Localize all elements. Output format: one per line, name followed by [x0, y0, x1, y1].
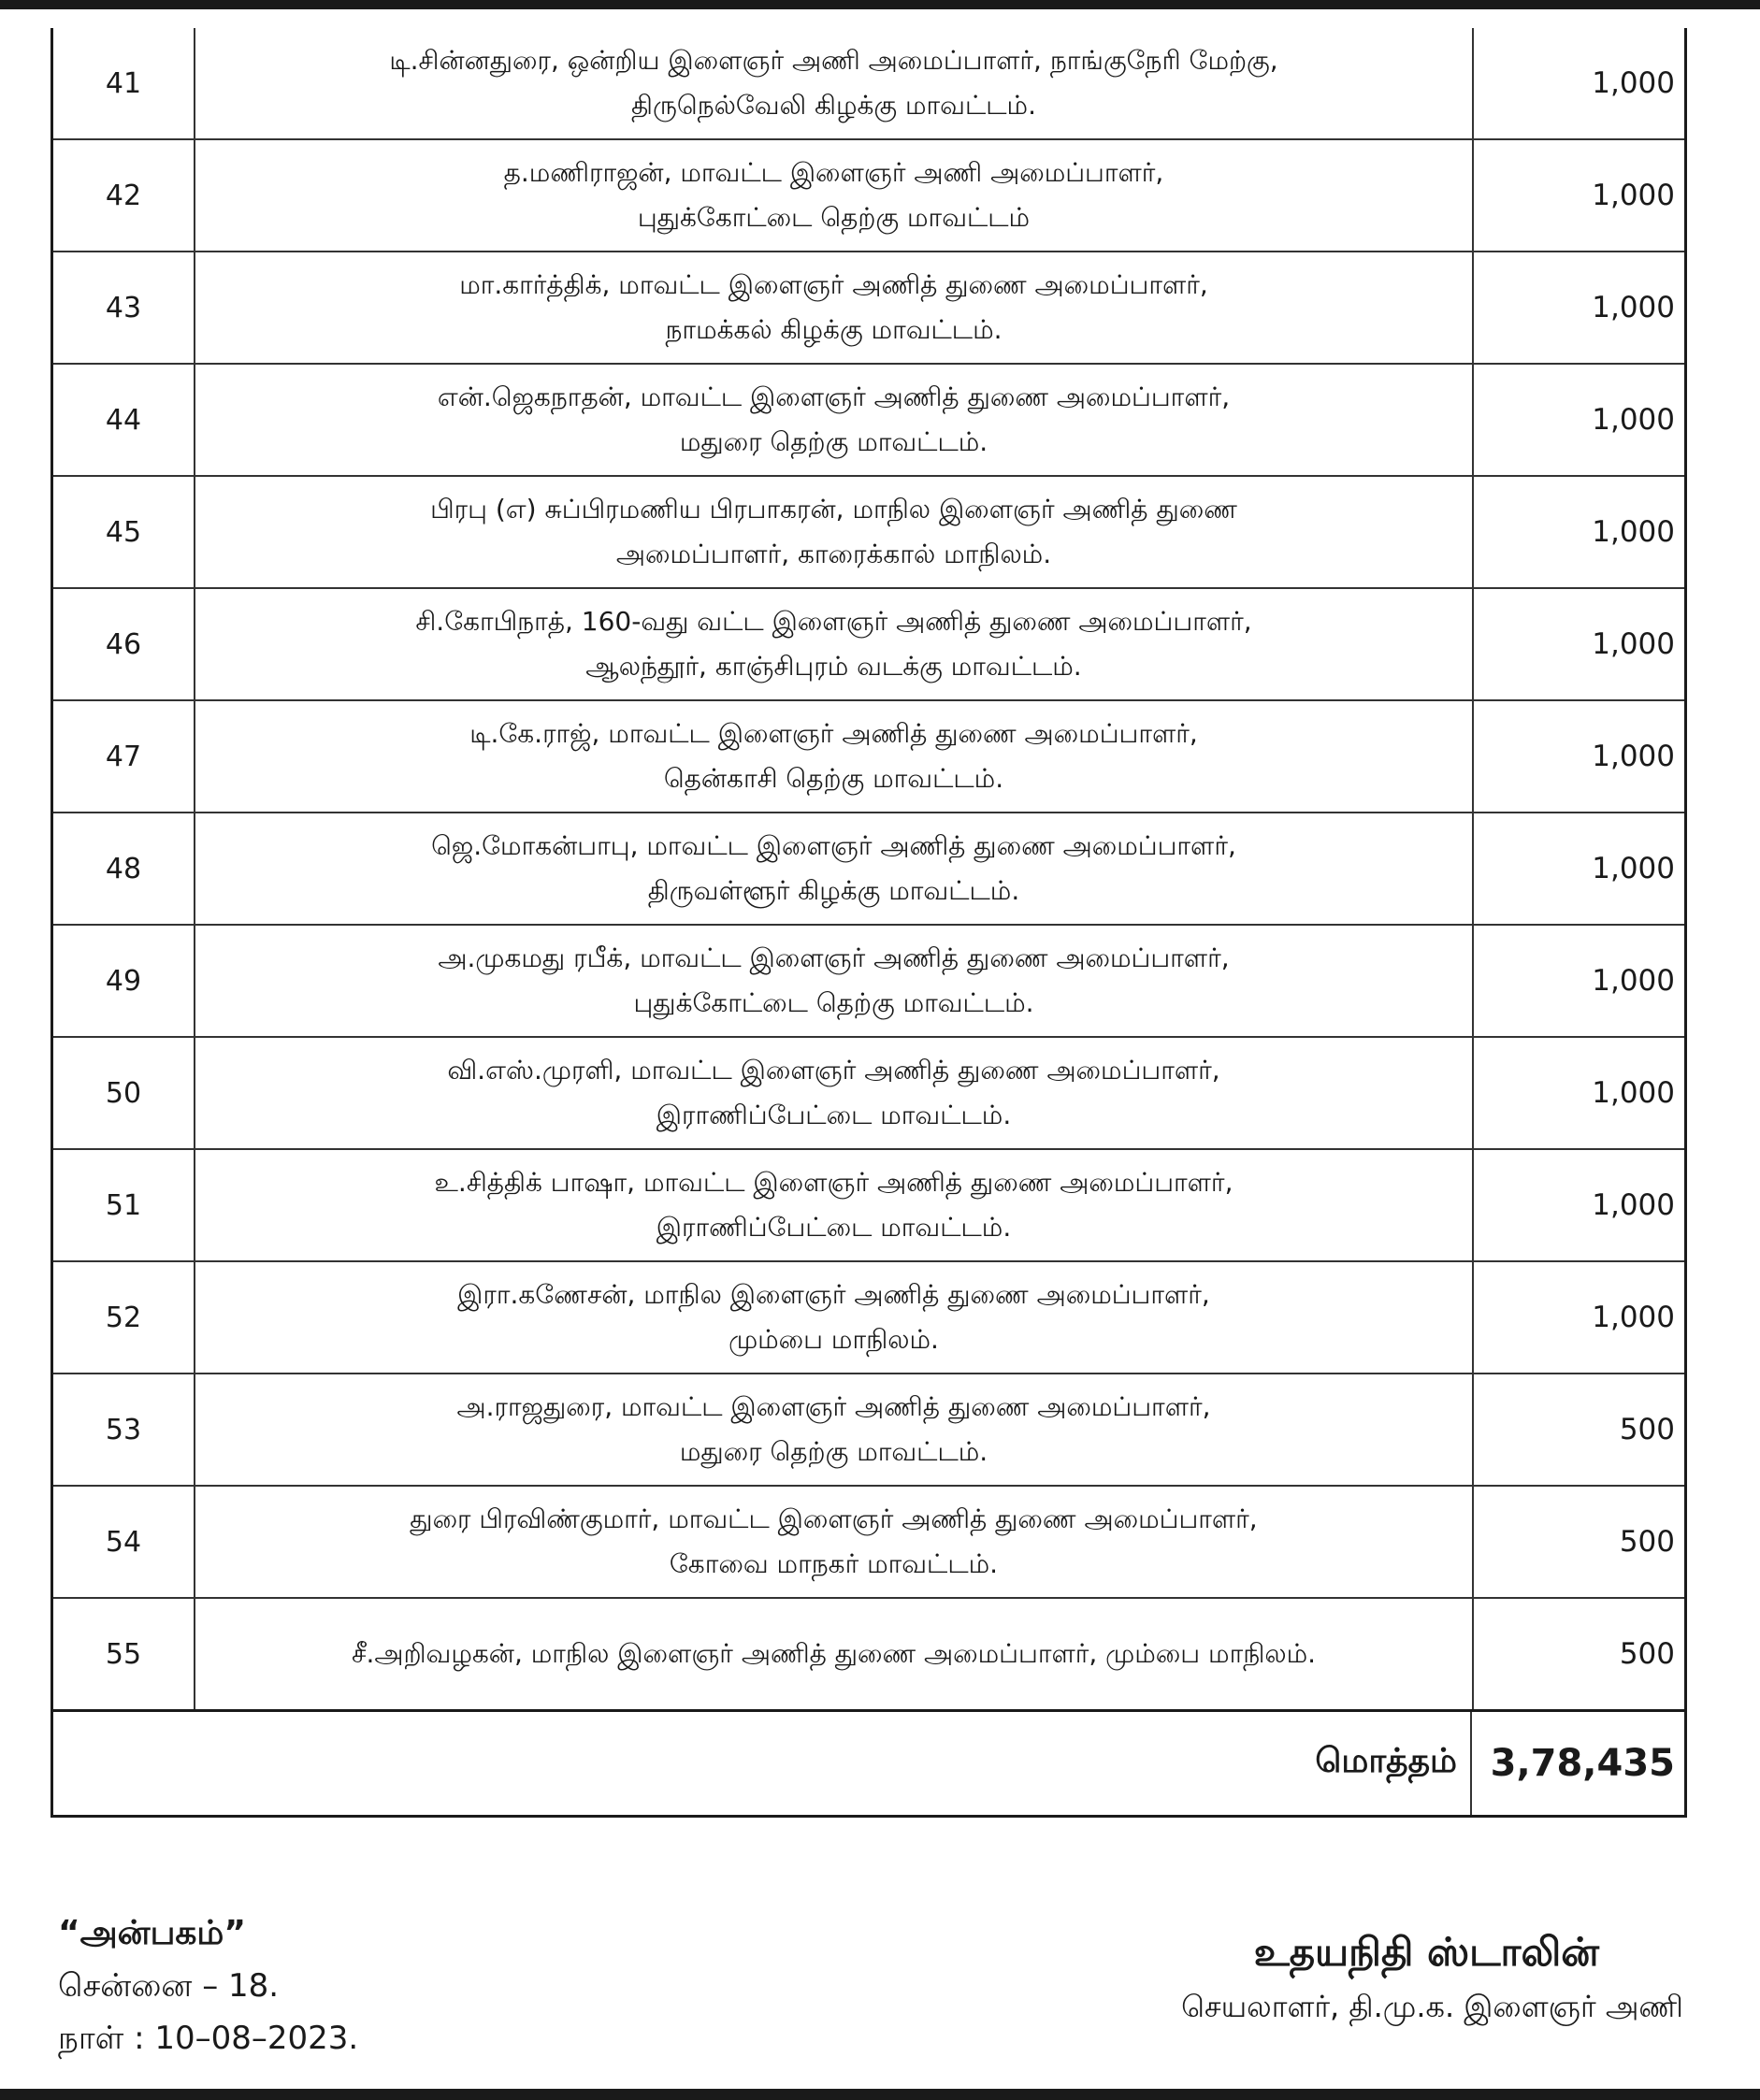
donation-amount: 1,000: [1592, 627, 1675, 661]
description-line-2: திருவள்ளூர் கிழக்கு மாவட்டம்.: [647, 875, 1020, 906]
description-line-1: சீ.அறிவழகன், மாநில இளைஞர் அணித் துணை அமைப்பாளர், மும்பை மாநிலம்.: [351, 1638, 1317, 1669]
description-line-2: மும்பை மாநிலம்.: [729, 1324, 939, 1355]
serial-number: 51: [53, 1150, 195, 1260]
office-city: சென்னை – 18.: [58, 1967, 280, 2005]
donor-description: [195, 813, 1474, 924]
table-row: [53, 1262, 1684, 1374]
donor-description: [195, 477, 1474, 587]
table-row: [53, 140, 1684, 252]
bottom-border-rule: [0, 2089, 1760, 2100]
description-line-2: கோவை மாநகர் மாவட்டம்.: [669, 1548, 999, 1579]
description-line-2: அமைப்பாளர், காரைக்கால் மாநிலம்.: [615, 539, 1052, 569]
description-line-1: வி.எஸ்.முரளி, மாவட்ட இளைஞர் அணித் துணை அமைப்பாளர்,: [447, 1055, 1220, 1086]
donation-amount: 1,000: [1592, 1301, 1675, 1334]
serial-number: 42: [53, 140, 195, 251]
description-line-1: அ.ராஜதுரை, மாவட்ட இளைஞர் அணித் துணை அமைப்பாளர்,: [456, 1391, 1211, 1422]
footer-address: [58, 1907, 358, 2064]
table-row: [53, 926, 1684, 1038]
description-line-1: சி.கோபிநாத், 160-வது வட்ட இளைஞர் அணித் துணை அமைப்பாளர்,: [415, 606, 1252, 637]
donor-description: [195, 252, 1474, 363]
donation-table: [50, 28, 1687, 1818]
serial-number: 47: [53, 701, 195, 812]
description-line-1: என்.ஜெகநாதன், மாவட்ட இளைஞர் அணித் துணை அமைப்பாளர்,: [437, 381, 1231, 412]
signer-name: உதயநிதி ஸ்டாலின்: [1253, 1929, 1599, 1975]
donation-amount: 1,000: [1592, 852, 1675, 885]
donor-description: [195, 1374, 1474, 1485]
donor-description: [195, 701, 1474, 812]
donor-description: [195, 1150, 1474, 1260]
description-line-2: தென்காசி தெற்கு மாவட்டம்.: [663, 763, 1004, 794]
table-row: [53, 1374, 1684, 1487]
donor-description: [195, 926, 1474, 1036]
description-line-1: மா.கார்த்திக், மாவட்ட இளைஞர் அணித் துணை அமைப்பாளர்,: [459, 269, 1208, 300]
description-line-1: பிரபு (எ) சுப்பிரமணிய பிரபாகரன், மாநில இளைஞர் அணித் துணை: [430, 494, 1237, 525]
donation-amount: 1,000: [1592, 179, 1675, 212]
table-body: [53, 28, 1684, 1709]
donation-amount: 500: [1619, 1413, 1675, 1446]
serial-number: 46: [53, 589, 195, 699]
description-line-2: மதுரை தெற்கு மாவட்டம்.: [679, 426, 988, 457]
table-row: [53, 1487, 1684, 1599]
description-line-2: புதுக்கோட்டை தெற்கு மாவட்டம்.: [633, 987, 1034, 1018]
total-label: மொத்தம்: [53, 1712, 1472, 1815]
donor-description: [195, 1599, 1474, 1709]
description-line-1: உ.சித்திக் பாஷா, மாவட்ட இளைஞர் அணித் துணை அமைப்பாளர்,: [434, 1167, 1233, 1198]
donation-amount: 1,000: [1592, 740, 1675, 773]
description-line-2: திருநெல்வேலி கிழக்கு மாவட்டம்.: [631, 90, 1036, 121]
donor-description: [195, 28, 1474, 138]
description-line-1: இரா.கணேசன், மாநில இளைஞர் அணித் துணை அமைப்பாளர்,: [457, 1279, 1210, 1310]
serial-number: 50: [53, 1038, 195, 1148]
donation-amount: 1,000: [1592, 964, 1675, 998]
description-line-1: த.மணிராஜன், மாவட்ட இளைஞர் அணி அமைப்பாளர்,: [503, 157, 1164, 188]
donor-description: [195, 365, 1474, 475]
table-row: [53, 701, 1684, 813]
signature-block: [1075, 1924, 1683, 2033]
donation-amount: 1,000: [1592, 291, 1675, 324]
description-line-2: இராணிப்பேட்டை மாவட்டம்.: [656, 1212, 1012, 1243]
table-row: [53, 813, 1684, 926]
description-line-1: ஜெ.மோகன்பாபு, மாவட்ட இளைஞர் அணித் துணை அமைப்பாளர்,: [431, 830, 1236, 861]
donor-description: [195, 1487, 1474, 1597]
table-row: [53, 365, 1684, 477]
table-row: [53, 1150, 1684, 1262]
office-name: “அன்பகம்”: [58, 1914, 247, 1952]
table-row: [53, 589, 1684, 701]
donation-amount: 1,000: [1592, 403, 1675, 437]
total-amount: 3,78,435: [1490, 1742, 1675, 1785]
donor-description: [195, 589, 1474, 699]
donor-description: [195, 140, 1474, 251]
donation-amount: 500: [1619, 1637, 1675, 1671]
serial-number: 52: [53, 1262, 195, 1373]
description-line-1: துரை பிரவிண்குமார், மாவட்ட இளைஞர் அணித் துணை அமைப்பாளர்,: [410, 1503, 1258, 1534]
description-line-1: அ.முகமது ரபீக், மாவட்ட இளைஞர் அணித் துணை அமைப்பாளர்,: [438, 942, 1230, 973]
description-line-1: டி.கே.ராஜ், மாவட்ட இளைஞர் அணித் துணை அமைப்பாளர்,: [469, 718, 1198, 749]
description-line-2: நாமக்கல் கிழக்கு மாவட்டம்.: [665, 314, 1003, 345]
donation-amount: 1,000: [1592, 515, 1675, 549]
donation-amount: 1,000: [1592, 1188, 1675, 1222]
serial-number: 53: [53, 1374, 195, 1485]
description-line-1: டி.சின்னதுரை, ஒன்றிய இளைஞர் அணி அமைப்பாளர், நாங்குநேரி மேற்கு,: [389, 45, 1278, 76]
table-row: [53, 477, 1684, 589]
serial-number: 54: [53, 1487, 195, 1597]
table-row: [53, 1599, 1684, 1709]
donation-amount: 1,000: [1592, 66, 1675, 100]
description-line-2: மதுரை தெற்கு மாவட்டம்.: [679, 1436, 988, 1467]
serial-number: 44: [53, 365, 195, 475]
serial-number: 41: [53, 28, 195, 138]
description-line-2: ஆலந்தூர், காஞ்சிபுரம் வடக்கு மாவட்டம்.: [585, 651, 1082, 682]
table-row: [53, 252, 1684, 365]
donation-amount: 1,000: [1592, 1076, 1675, 1110]
table-row: [53, 28, 1684, 140]
donor-description: [195, 1038, 1474, 1148]
serial-number: 43: [53, 252, 195, 363]
table-row: [53, 1038, 1684, 1150]
signer-title: செயலாளர், தி.மு.க. இளைஞர் அணி: [1181, 1989, 1683, 2024]
serial-number: 45: [53, 477, 195, 587]
donation-amount: 500: [1619, 1525, 1675, 1559]
top-border-rule: [0, 0, 1760, 9]
serial-number: 55: [53, 1599, 195, 1709]
description-line-2: இராணிப்பேட்டை மாவட்டம்.: [656, 1100, 1012, 1130]
donor-description: [195, 1262, 1474, 1373]
document-date: நாள் : 10–08–2023.: [58, 2020, 359, 2057]
total-row: [53, 1709, 1684, 1815]
serial-number: 48: [53, 813, 195, 924]
serial-number: 49: [53, 926, 195, 1036]
description-line-2: புதுக்கோட்டை தெற்கு மாவட்டம்: [637, 202, 1031, 233]
